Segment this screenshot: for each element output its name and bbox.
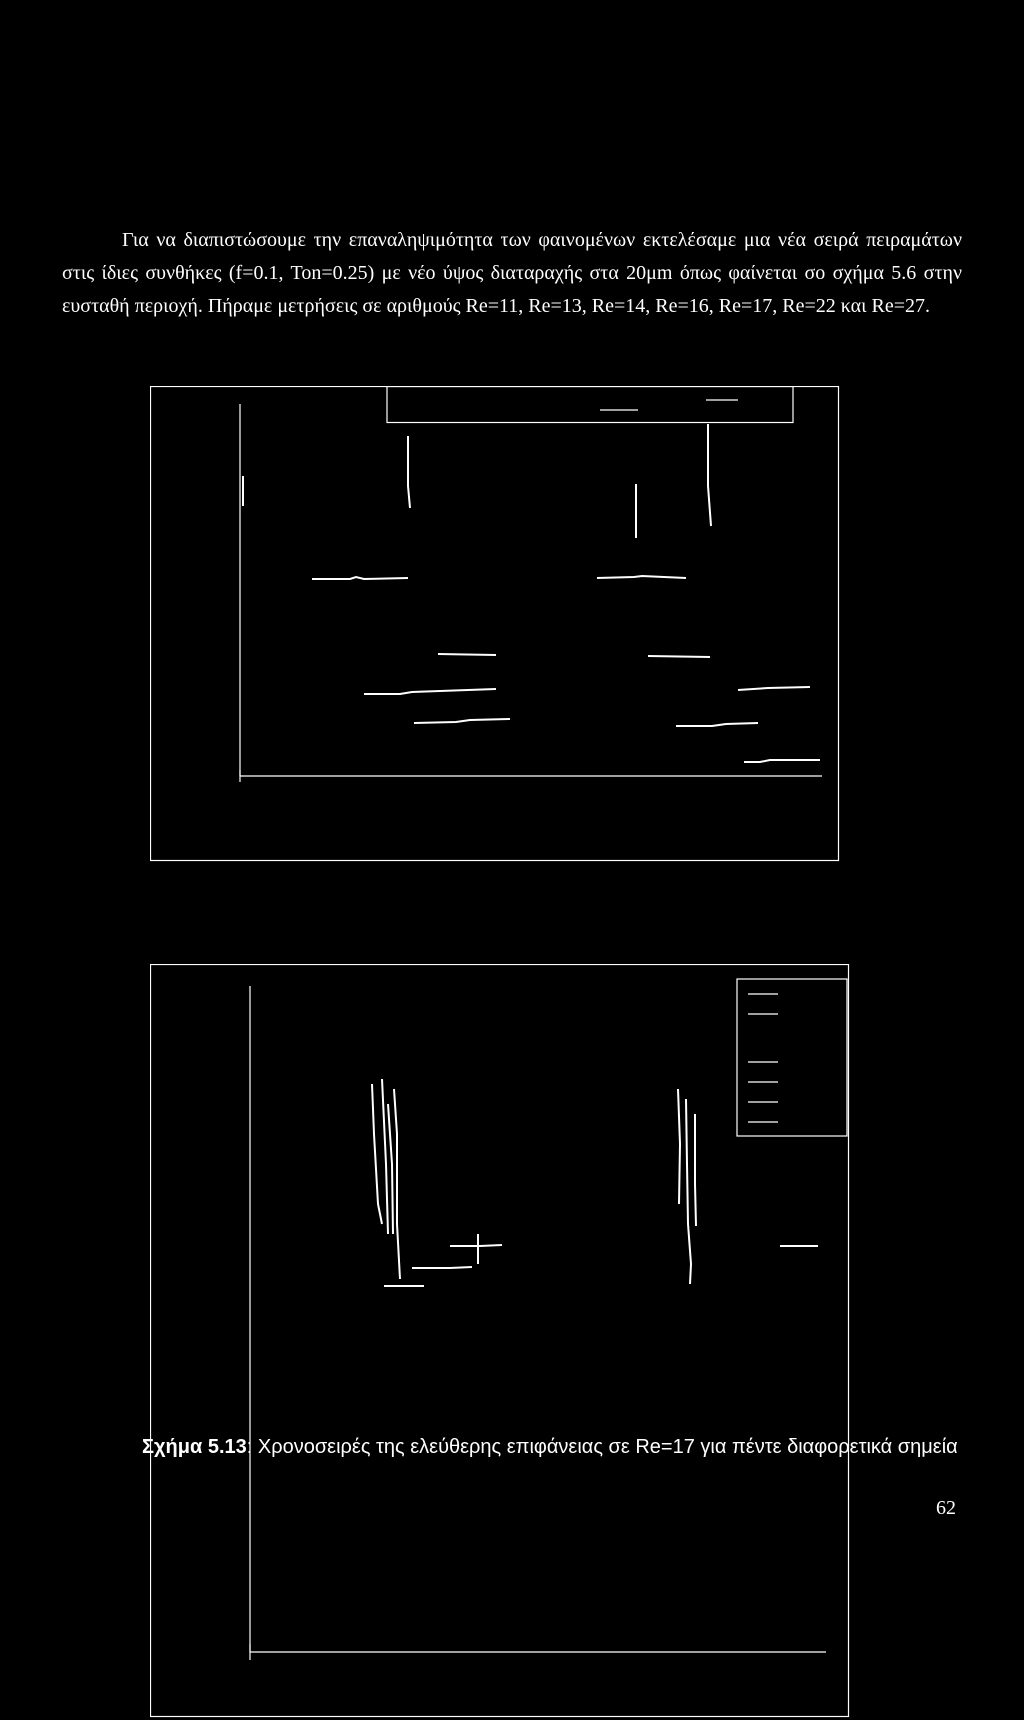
top-plot-segment-9 [744,760,820,762]
caption-text: : Χρονοσειρές της ελεύθερης επιφάνειας σε Re=17 για πέντε διαφορετικά σημεία [246,1436,958,1458]
bottom-plot-trace-3 [394,1089,400,1279]
top-plot-legend-box [387,387,793,423]
bottom-plot-trace-7 [695,1114,696,1226]
body-paragraph [62,224,962,323]
bottom-plot-trace-1 [372,1084,382,1224]
bottom-plot-trace-2 [382,1079,388,1234]
bottom-plot-segment-3 [412,1267,472,1268]
top-plot-segment-6 [738,687,810,690]
top-plot-segment-5 [364,689,496,694]
top-plot-segment-7 [414,719,510,723]
figure-top-plot [150,386,840,862]
top-plot-segment-2 [597,576,686,578]
caption-label: Σχήμα 5.13 [142,1436,247,1458]
top-plot-segment-3 [438,654,496,655]
bottom-plot-segment-1 [450,1245,502,1246]
top-plot-trace-2 [408,436,410,508]
bottom-plot-trace-5 [678,1089,680,1204]
figure-bottom-plot [150,964,850,1720]
page-number: 62 [936,1497,956,1519]
top-plot-segment-4 [648,656,710,657]
bottom-plot-frame [151,965,849,1717]
bottom-plot-trace-4 [388,1104,393,1234]
bottom-plot-trace-6 [686,1099,691,1284]
bottom-plot-legend-box [737,979,847,1136]
top-plot-frame [151,387,839,861]
paragraph-text: Για να διαπιστώσουμε την επαναληψιμότητα των φαινομένων εκτελέσαμε μια νέα σειρά πειραμάτων στις ίδιες συνθήκες (f=0.1, Ton=0.25) με νέο ύψος διαταραχής στα 20μm όπως φαίνεται σο σχήμα 5.6 στην ευσταθή περιοχή. Πήραμε μετρήσεις σε αριθμούς Re=11, Re=13, Re=14, Re=16, Re=17, Re=22 και Re=27. [62,229,962,317]
top-plot-segment-8 [676,723,758,726]
figure-caption [142,1436,982,1459]
top-plot-segment-1 [312,577,408,579]
bottom-plot-svg [150,964,850,1720]
top-plot-svg [150,386,840,862]
top-plot-trace-4 [708,424,711,526]
